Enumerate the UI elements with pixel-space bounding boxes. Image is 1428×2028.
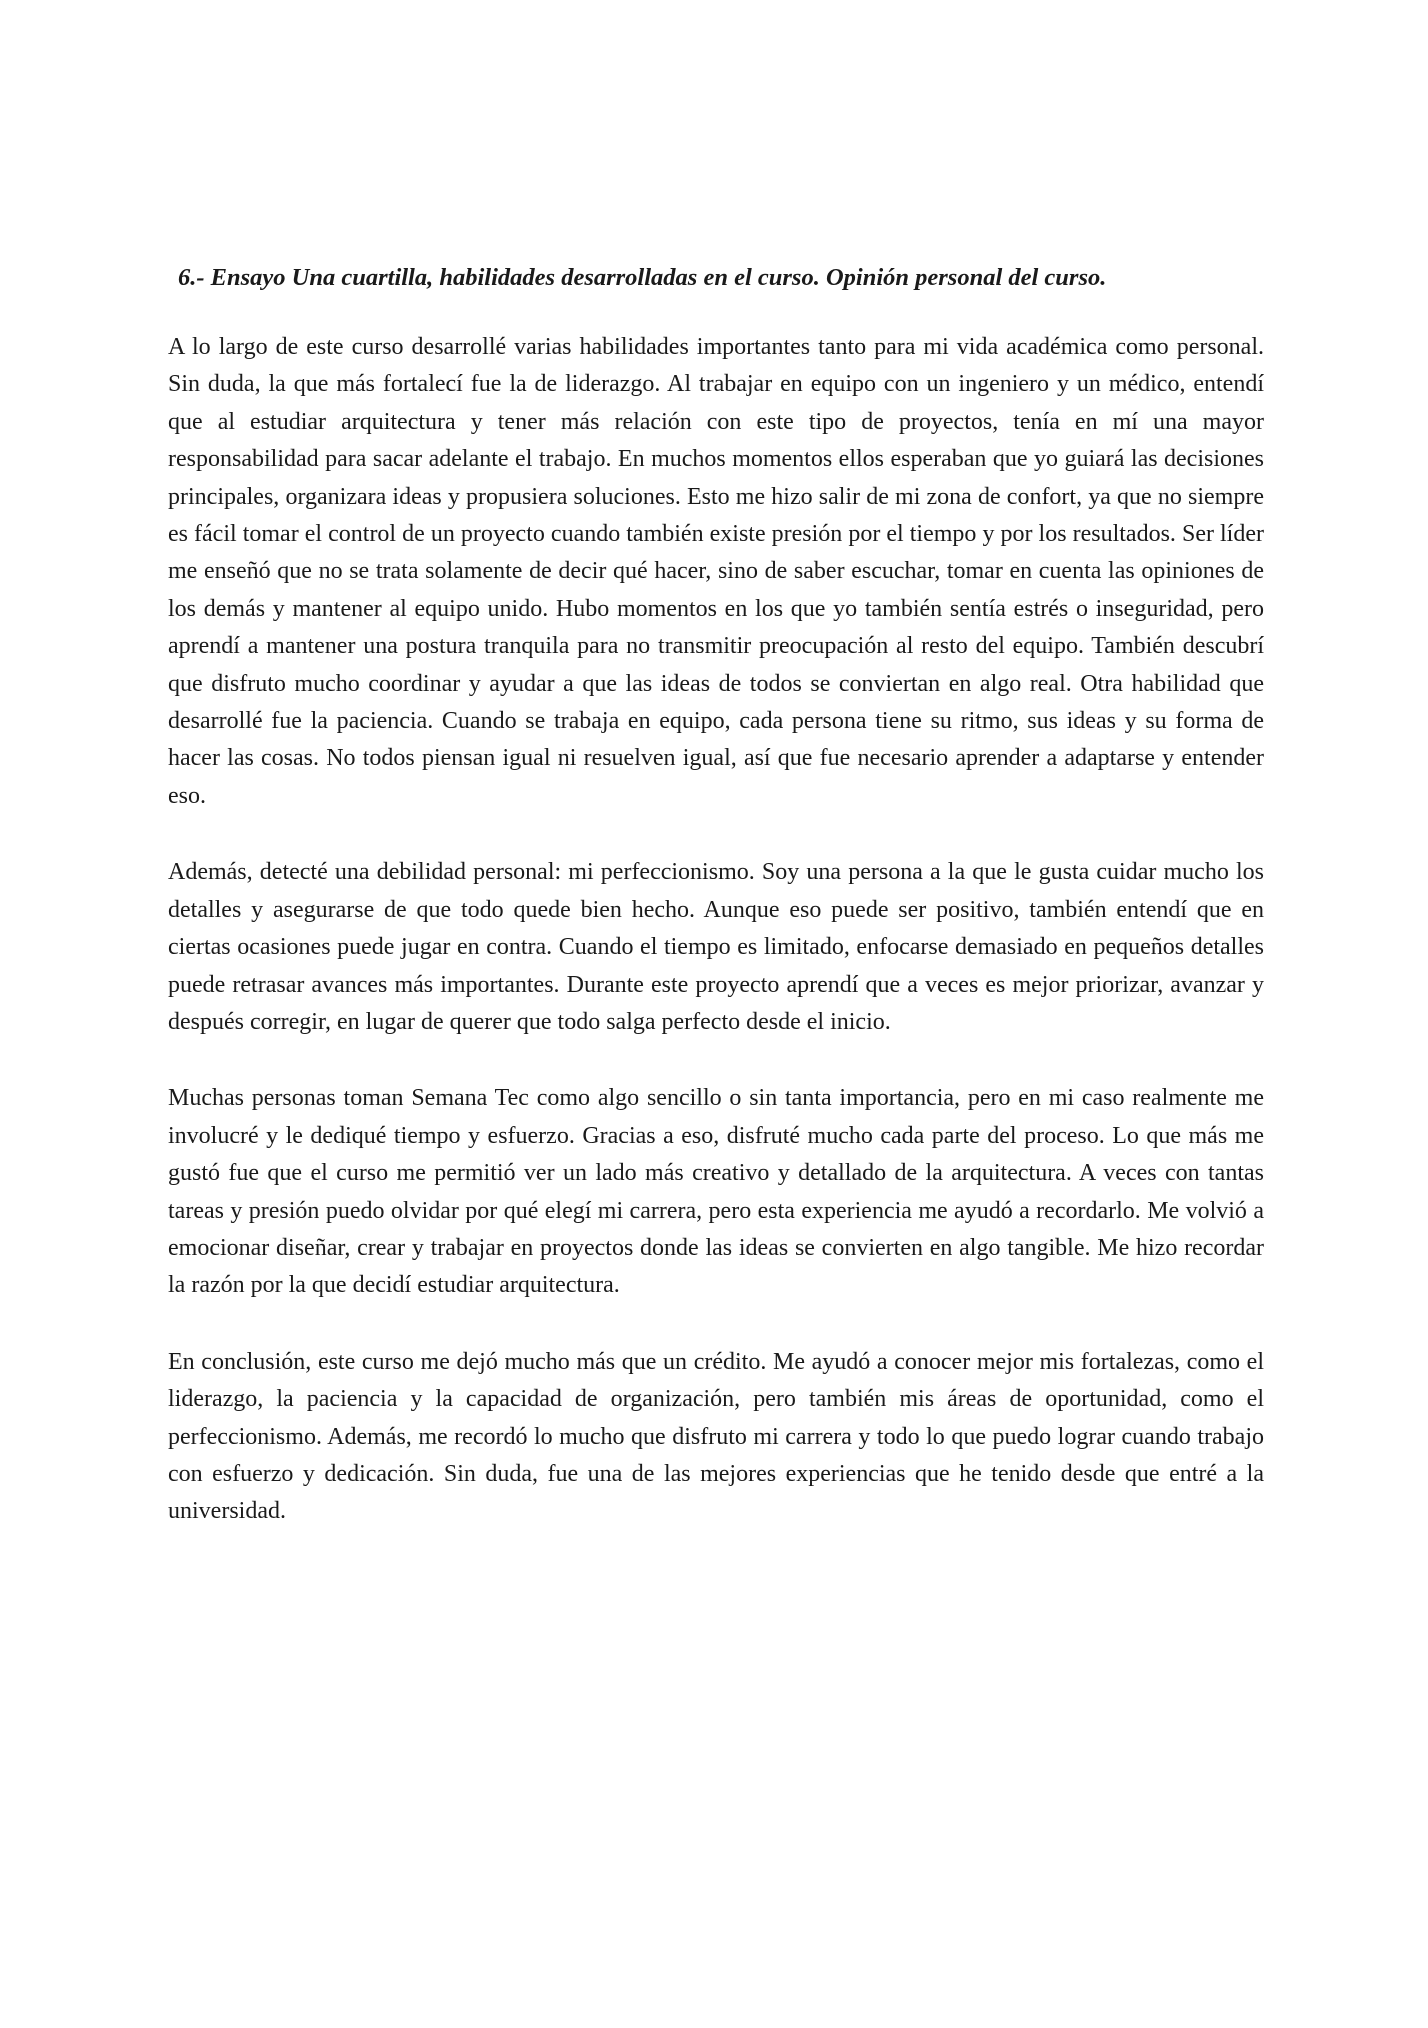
essay-body — [168, 329, 1264, 1570]
paragraph-leadership: A lo largo de este curso desarrollé varias habilidades importantes tanto para mi vida académica como personal. Sin duda, la que más fortalecí fue la de liderazgo. Al trabajar en equipo con un ingeniero y un médico, entendí que al estudiar arquitectura y tener más relación con este tipo de proyectos, tenía en mí una mayor responsabilidad para sacar adelante el trabajo. En muchos momentos ellos esperaban que yo guiará las decisiones principales, organizara ideas y propusiera soluciones. Esto me hizo salir de mi zona de confort, ya que no siempre es fácil tomar el control de un proyecto cuando también existe presión por el tiempo y por los resultados. Ser líder me enseñó que no se trata solamente de decir qué hacer, sino de saber escuchar, tomar en cuenta las opiniones de los demás y mantener al equipo unido. Hubo momentos en los que yo también sentía estrés o inseguridad, pero aprendí a mantener una postura tranquila para no transmitir preocupación al resto del equipo. También descubrí que disfruto mucho coordinar y ayudar a que las ideas de todos se conviertan en algo real. Otra habilidad que desarrollé fue la paciencia. Cuando se trabaja en equipo, cada persona tiene su ritmo, sus ideas y su forma de hacer las cosas. No todos piensan igual ni resuelven igual, así que fue necesario aprender a adaptarse y entender eso. — [168, 334, 1264, 809]
essay-title: 6.- Ensayo Una cuartilla, habilidades desarrolladas en el curso. Opinión personal del curso. — [178, 264, 1107, 291]
paragraph-perfectionism: Además, detecté una debilidad personal: mi perfeccionismo. Soy una persona a la que le gusta cuidar mucho los detalles y asegurarse de que todo quede bien hecho. Aunque eso puede ser positivo, también entendí que en ciertas ocasiones puede jugar en contra. Cuando el tiempo es limitado, enfocarse demasiado en pequeños detalles puede retrasar avances más importantes. Durante este proyecto aprendí que a veces es mejor priorizar, avanzar y después corregir, en lugar de querer que todo salga perfecto desde el inicio. — [168, 859, 1264, 1035]
paragraph-semana-tec: Muchas personas toman Semana Tec como algo sencillo o sin tanta importancia, pero en mi caso realmente me involucré y le dediqué tiempo y esfuerzo. Gracias a eso, disfruté mucho cada parte del proceso. Lo que más me gustó fue que el curso me permitió ver un lado más creativo y detallado de la arquitectura. A veces con tantas tareas y presión puedo olvidar por qué elegí mi carrera, pero esta experiencia me ayudó a recordarlo. Me volvió a emocionar diseñar, crear y trabajar en proyectos donde las ideas se convierten en algo tangible. Me hizo recordar la razón por la que decidí estudiar arquitectura. — [168, 1085, 1264, 1299]
paragraph-conclusion: En conclusión, este curso me dejó mucho más que un crédito. Me ayudó a conocer mejor mis fortalezas, como el liderazgo, la paciencia y la capacidad de organización, pero también mis áreas de oportunidad, como el perfeccionismo. Además, me recordó lo mucho que disfruto mi carrera y todo lo que puedo lograr cuando trabajo con esfuerzo y dedicación. Sin duda, fue una de las mejores experiencias que he tenido desde que entré a la universidad. — [168, 1348, 1264, 1525]
